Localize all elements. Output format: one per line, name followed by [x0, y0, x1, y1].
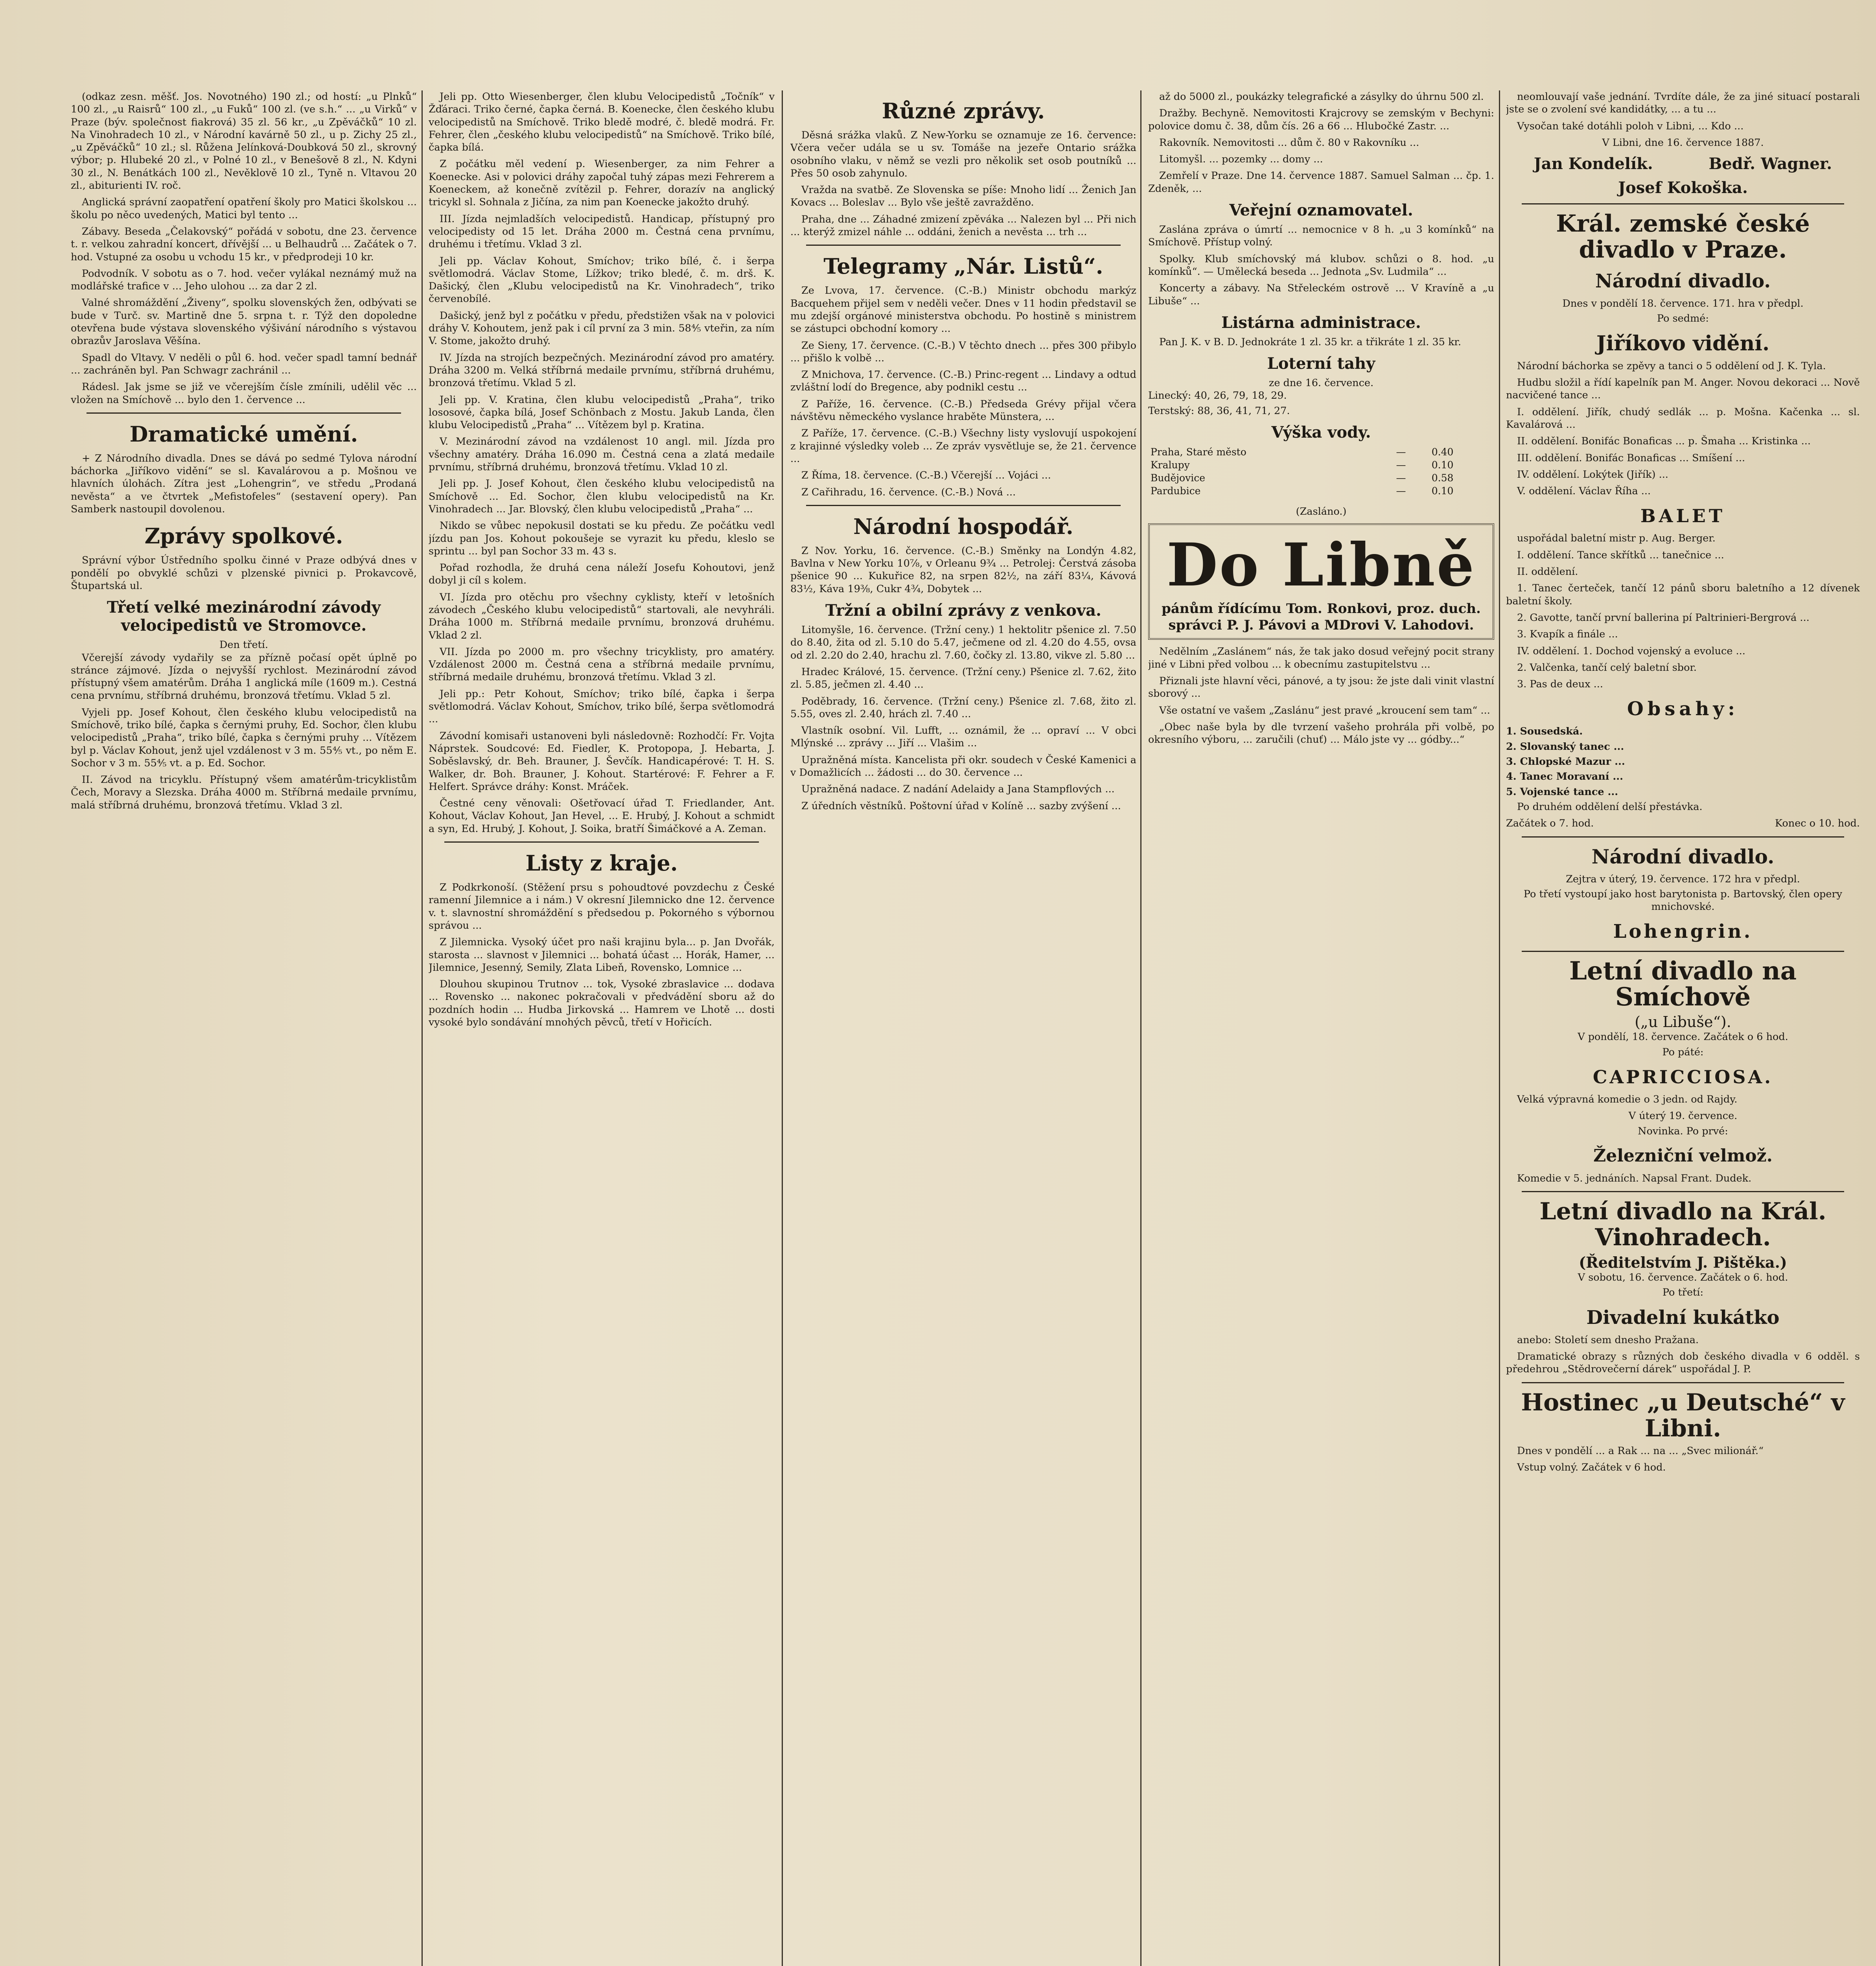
water-level-cell: 0.10 — [1431, 459, 1454, 471]
section-heading: Různé zprávy. — [882, 98, 1045, 123]
program-text: Velká výpravná komedie o 3 jedn. od Rajdy. — [1517, 1093, 1738, 1105]
lottery-linz: Linecký: 40, 26, 79, 18, 29. — [1148, 390, 1287, 402]
theater-subheading: („u Libuše“). — [1635, 1013, 1731, 1031]
section-heading: Listy z kraje. — [525, 850, 678, 876]
article-text: Anglická správní zaopatření opatření školy pro Matici školskou ... školu po něco uvedených, Matici byl tento ... — [71, 196, 417, 221]
program-text: I. oddělení. Tance skřítků ... tanečnice ... — [1517, 549, 1724, 561]
article-text: až do 5000 zl., poukázky telegrafické a zásylky do úhrnu 500 zl. — [1159, 91, 1484, 103]
water-level-cell: — — [1396, 472, 1406, 484]
article-text: Z Mnichova, 17. července. (C.-B.) Princ-regent ... Lindavy a odtud zvláštní lodí do Bregence, aby podnikl cestu ... — [790, 369, 1136, 394]
article-heading: Listárna administrace. — [1221, 313, 1421, 332]
section-heading: Telegramy „Nár. Listů“. — [823, 254, 1103, 279]
article-text: III. Jízda nejmladších velocipedistů. Handicap, přístupný pro velocipedisty od 15 let. Dráha 2000 m. Čestná cena prvnímu, druhému i třetímu. Vklad 3 zl. — [429, 213, 775, 250]
program-text: Dnes v pondělí ... a Rak ... na ... „Svec milionář.“ — [1517, 1445, 1764, 1457]
section-heading: Dramatické umění. — [129, 421, 358, 447]
theater-subheading: (Ředitelstvím J. Pištěka.) — [1579, 1254, 1787, 1272]
article-text: Z počátku měl vedení p. Wiesenberger, za nim Fehrer a Koenecke. Asi v polovici dráhy započal tuhý zápas mezi Fehrerem a Koeneckem, až konečně zvítězil p. Fehrer, dorazív na anglický tricykl sl. Sohnala z Jičína, za nim pan Koenecke jakožto druhý. — [429, 158, 775, 208]
article-text: Litomyšl. ... pozemky ... domy ... — [1159, 153, 1323, 166]
article-text: Dašický, jenž byl z počátku v předu, předstižen však na v polovici dráhy V. Kohoutem, jenž pak i cíl první za 3 min. 58⅘ vteřin, za ním V. Stome, jakožto druhý. — [429, 309, 775, 347]
theater-subheading: Národní divadlo. — [1591, 845, 1775, 868]
article-text: Zaslána zpráva o úmrtí ... nemocnice v 8 h. „u 3 komínků“ na Smíchově. Přístup volný. — [1148, 224, 1494, 249]
contents-list — [1506, 725, 1860, 798]
program-text: II. oddělení. — [1517, 566, 1578, 578]
article-text: Vražda na svatbě. Ze Slovenska se píše: Mnoho lidí ... Ženich Jan Kovacs ... Boleslav ... Bylo vše ještě zavražděno. — [790, 184, 1136, 209]
divider — [806, 505, 1121, 506]
article-text: Děsná srážka vlaků. Z New-Yorku se oznamuje ze 16. července: Včera večer udála se u sv. Tomáše na jezeře Ontario srážka osobního vlaku, v němž se vezli pro několik set osob poutníků ... Přes 50 osob zahynulo. — [790, 129, 1136, 179]
article-text: Litomyšle, 16. července. (Tržní ceny.) 1 hektolitr pšenice zl. 7.50 do 8.40, žita od zl. 5.10 do 5.47, ječmene od zl. 4.20 do 4.55, ovsa od zl. 2.20 do 2.40, hrachu zl. 7.60, čočky zl. 13.80, vikve zl. 5.80 ... — [790, 624, 1136, 661]
article-text: „Obec naše byla by dle tvrzení vašeho prohrála při volbě, po okresního výboru, ... zaručili (chuť) ... Málo jste vy ... gódby...“ — [1148, 721, 1494, 746]
article-text: Vysočan také dotáhli poloh v Libni, ... Kdo ... — [1517, 120, 1744, 132]
divider — [1522, 1191, 1844, 1192]
article-text: VII. Jízda po 2000 m. pro všechny tricyklisty, pro amatéry. Vzdálenost 2000 m. Čestná cena a stříbrná medaile prvnímu, stříbrná medaile druhému, bronzová třetímu. Vklad 3 zl. — [429, 646, 775, 683]
program-text: Dramatické obrazy s různých dob českého divadla v 6 odděl. s předehrou „Stědrovečerní dárek“ uspořádal J. P. — [1506, 1351, 1860, 1375]
program-line: Po sedmé: — [1657, 313, 1709, 325]
theater-heading: Letní divadlo na Smíchově — [1569, 956, 1797, 1012]
article-text: Správní výbor Ústředního spolku činné v Praze odbývá dnes v pondělí po obvyklé schůzi v plzenské pivnici p. Prokavcově, Štupartská ul. — [71, 554, 417, 592]
contents-item: 2. Slovanský tanec ... — [1506, 740, 1624, 753]
article-text: Jeli pp.: Petr Kohout, Smíchov; triko bílé, čapka i šerpa světlomodrá. Václav Kohout, Smíchov, triko bílé, šerpa světlomodrá ... — [429, 688, 775, 725]
article-text: Z Nov. Yorku, 16. července. (C.-B.) Směnky na Londýn 4.82, Bavlna v New Yorku 10⅞, v Orleanu 9¾ ... Petrolej: Čerstvá zásoba pšenice 90 ... Kukuřice 82, na srpen 82½, na září 83¼, Kávová 83½, Káva 19⅜, Cukr 4¾, Dobytek ... — [790, 545, 1136, 595]
program-line: Novinka. Po prvé: — [1638, 1125, 1728, 1137]
program-text: Komedie v 5. jednáních. Napsal Frant. Dudek. — [1517, 1172, 1752, 1184]
water-level-table — [1148, 445, 1494, 497]
program-text: 1. Tanec čerteček, tančí 12 pánů sboru baletního a 12 dívenek baletní školy. — [1506, 582, 1860, 607]
water-level-cell: Budějovice — [1151, 472, 1205, 484]
article-text: Vyjeli pp. Josef Kohout, člen českého klubu velocipedistů na Smíchově, triko bílé, čapka s černými pruhy, Ed. Sochor, člen klubu velocipedistů „Praha“, triko bílé, čapka s černými pruhy ... Vítězem byl p. Václav Kohout, jenž ujel vzdálenost v 3 m. 55⅘ vt., po něm E. Sochor v 3 m. 55⅘ vt. a p. Ed. Sochor. — [71, 706, 417, 769]
program-text: Vstup volný. Začátek v 6 hod. — [1517, 1461, 1666, 1473]
program-text: 3. Kvapík a finále ... — [1517, 628, 1618, 641]
program-line: Zejtra v úterý, 19. července. 172 hra v předpl. — [1566, 873, 1800, 885]
article-text: V. Mezinárodní závod na vzdálenost 10 angl. mil. Jízda pro všechny amatéry. Dráha 16.090 m. Čestná cena a zlatá medaile prvnímu, stříbrná druhému, bronzová třetímu. Vklad 10 zl. — [429, 436, 775, 473]
program-text: uspořádal baletní mistr p. Aug. Berger. — [1517, 532, 1716, 545]
article-text: (odkaz zesn. měšť. Jos. Novotného) 190 zl.; od hostí: „u Plnků“ 100 zl., „u Raisrů“ 100 zl., „u Fuků“ 100 zl. (ve s.h.“ ... „u Virků“ v Praze (býv. společnost fiakrová) 35 zl. 56 kr., „u Zpěváčků“ 10 zl. Na Vinohradech 10 zl., v Národní kavárně 50 zl., u p. Zichy 25 zl., „u Zpěváčků“ 10 zl.; sl. Růžena Jelínková-Doubková 50 zl., skrovný výbor; p. Hlubeké 20 zl., v Polné 10 zl., v Benešově 8 zl., N. Kdyni 30 zl., N. Benátkách 100 zl., Nevěklově 10 zl., Tyně n. Vltavou 20 zl., abiturienti IV. roč. — [71, 91, 417, 192]
water-level-cell: — — [1396, 485, 1406, 497]
article-text: Jeli pp. V. Kratina, člen klubu velocipedistů „Praha“, triko lososové, čapka bílá, Josef Schönbach z Mostu. Jakub Landa, člen klubu Velocipedistů „Praha“ ... Vítězem byl p. Kratina. — [429, 394, 775, 431]
signature: Jan Kondelík. — [1534, 155, 1653, 173]
sent-in-label: (Zasláno.) — [1296, 506, 1347, 518]
theater-heading: Král. zemské české divadlo v Praze. — [1556, 210, 1810, 264]
article-text: Jeli pp. J. Josef Kohout, člen českého klubu velocipedistů na Smíchově ... Ed. Sochor, člen klubu velocipedistů na Kr. Vinohradech ... Jar. Blovský, člen klubu velocipedistů „Praha“ ... — [429, 478, 775, 515]
program-text: I. oddělení. Jiřík, chudý sedlák ... p. Mošna. Kačenka ... sl. Kavalárová ... — [1506, 406, 1860, 431]
signature: Josef Kokoška. — [1618, 179, 1748, 197]
article-text: Spadl do Vltavy. V neděli o půl 6. hod. večer spadl tamní bednář ... zachráněn byl. Pan Schwagr zachránil ... — [71, 352, 417, 376]
article-text: + Z Národního divadla. Dnes se dává po sedmé Tylova národní báchorka „Jiříkovo vidění“ se sl. Kavalárovou a p. Mošnou ve hlavních úlohách. Zítra jest „Lohengrin“, ve středu „Prodaná nevěsta“ a ve čtvrtek „Mefistofeles“ (sestavení opery). Pan Samberk nastoupil dovolenou. — [71, 452, 417, 515]
program-line: V úterý 19. července. — [1628, 1110, 1738, 1122]
column-3 — [790, 90, 1136, 1966]
program-line: V sobotu, 16. července. Začátek o 6. hod. — [1578, 1272, 1788, 1284]
program-text: Po druhém oddělení delší přestávka. — [1517, 801, 1703, 813]
program-text: 3. Pas de deux ... — [1517, 678, 1604, 690]
article-text: Nedělním „Zaslánem“ nás, že tak jako dosud veřejný pocit strany jiné v Libni před volbou ... k obecnímu zastupitelstvu ... — [1148, 646, 1494, 670]
water-level-row — [1148, 458, 1494, 471]
theater-heading: Hostinec „u Deutsché“ v Libni. — [1521, 1388, 1845, 1442]
start-end-line — [1506, 817, 1860, 830]
article-text: Poděbrady, 16. července. (Tržní ceny.) Pšenice zl. 7.68, žito zl. 5.55, oves zl. 2.40, hrách zl. 7.40 ... — [790, 695, 1136, 720]
lottery-date: ze dne 16. července. — [1268, 377, 1374, 389]
article-text: IV. Jízda na strojích bezpečných. Mezinárodní závod pro amatéry. Dráha 3200 m. Velká stříbrná medaile prvnímu, stříbrná druhému, bronzová třetímu. Vklad 5 zl. — [429, 352, 775, 389]
article-text: Z Paříže, 16. července. (C.-B.) Předseda Grévy přijal včera návštěvu německého vyslance hraběte Münstera, ... — [790, 398, 1136, 423]
start-time: Začátek o 7. hod. — [1506, 817, 1594, 830]
column-rule — [1499, 90, 1500, 1966]
water-level-row — [1148, 445, 1494, 458]
article-text: II. Závod na tricyklu. Přístupný všem amatérům-tricyklistům Čech, Moravy a Slezska. Dráha 4000 m. Stříbrná medaile prvnímu, malá stříbrná druhému, bronzová třetímu. Vklad 3 zl. — [71, 774, 417, 811]
signature: Bedř. Wagner. — [1708, 155, 1832, 173]
column-4 — [1148, 90, 1494, 1966]
article-subheading: Den třetí. — [219, 639, 269, 651]
water-level-row — [1148, 471, 1494, 484]
article-text: Ze Lvova, 17. července. (C.-B.) Ministr obchodu markýz Bacquehem přijel sem v neděli večer. Dnes v 11 hodin představil se mu zdejší orgánové ministerstva obchodu. Po hostině s ministrem se zástupci obchodní komory ... — [790, 285, 1136, 335]
divider — [87, 412, 401, 414]
article-heading: Výška vody. — [1271, 423, 1371, 442]
water-level-cell: — — [1396, 459, 1406, 471]
water-level-cell: — — [1396, 446, 1406, 458]
program-line: Po třetí: — [1662, 1287, 1704, 1299]
play-title: Jiříkovo vidění. — [1596, 331, 1770, 355]
end-time: Konec o 10. hod. — [1775, 817, 1860, 830]
program-line: Dnes v pondělí 18. července. 171. hra v předpl. — [1562, 298, 1804, 310]
column-5 — [1506, 90, 1860, 1966]
program-text: IV. oddělení. Lokýtek (Jiřík) ... — [1517, 468, 1668, 480]
contents-item: 4. Tanec Moravaní ... — [1506, 771, 1623, 783]
dateline: V Libni, dne 16. července 1887. — [1602, 136, 1764, 149]
column-1 — [71, 90, 417, 1966]
divider — [444, 841, 759, 843]
program-line: V pondělí, 18. července. Začátek o 6 hod. — [1578, 1031, 1788, 1043]
article-text: Z Paříže, 17. července. (C.-B.) Všechny listy vyslovují uspokojení z krajinné výsledky voleb ... Ze zpráv vysvětluje se, že 21. července ... — [790, 427, 1136, 465]
article-text: Spolky. Klub smíchovský má klubov. schůzi o 8. hod. „u komínků“. — Umělecká beseda ... Jednota „Sv. Ludmila“ ... — [1148, 253, 1494, 278]
article-text: neomlouvají vaše jednání. Tvrdíte dále, že za jiné situací postarali jste se o zvolení své kandidátky, ... a tu ... — [1506, 91, 1860, 116]
article-text: Dlouhou skupinou Trutnov ... tok, Vysoké zbraslavice ... dodava ... Rovensko ... nakonec pokračovali v předvádění sboru až do pozdních hodin ... Hudba Jirkovská ... Hamrem ve Lhotě ... dosti vysoké bylo sondávání mnohých pěvců, třetí v Hořicích. — [429, 978, 775, 1028]
article-text: Upražněná nadace. Z nadání Adelaidy a Jana Stampflových ... — [801, 783, 1115, 795]
program-text: 2. Gavotte, tančí první ballerina pí Paltrinieri-Bergrová ... — [1517, 611, 1810, 624]
column-rule — [1140, 90, 1141, 1966]
article-text: Jeli pp. Otto Wiesenberger, člen klubu Velocipedistů „Točník“ v Žďáraci. Triko černé, čapka černá. B. Koenecke, člen českého klubu velocipedistů na Smíchově. Triko bledě modré, č. bledě modrá. Fr. Fehrer, člen „českého klubu velocipedistů“ na Smíchově. Triko bílé, čapka bílá. — [429, 91, 775, 154]
program-text: 2. Valčenka, tančí celý baletní sbor. — [1517, 661, 1697, 674]
play-title: Divadelní kukátko — [1586, 1306, 1780, 1329]
ballet-heading: BALET — [1640, 505, 1726, 527]
article-heading: Tržní a obilní zprávy z venkova. — [825, 601, 1101, 620]
program-text: III. oddělení. Bonifác Bonaficas ... Smíšení ... — [1517, 452, 1745, 464]
program-text: V. oddělení. Václav Říha ... — [1517, 485, 1651, 497]
theater-heading: Letní divadlo na Král. Vinohradech. — [1539, 1198, 1826, 1252]
article-text: VI. Jízda pro otěchu pro všechny cyklisty, kteří v letošních závodech „Českého klubu velocipedistů“ startovali, ale nevyhráli. Dráha 1000 m. Stříbrná medaile prvnímu, bronzová druhému. Vklad 2 zl. — [429, 591, 775, 641]
ad-subheadline: pánům řídícímu Tom. Ronkovi, proz. duch. správci P. J. Pávovi a MDrovi V. Lahodovi. — [1162, 601, 1481, 633]
article-text: Z úředních věstníků. Poštovní úřad v Kolíně ... sazby zvýšení ... — [801, 800, 1121, 812]
water-level-cell: 0.10 — [1431, 485, 1454, 497]
contents-item: 1. Sousedská. — [1506, 725, 1583, 738]
article-text: Z Říma, 18. července. (C.-B.) Včerejší ... Vojáci ... — [801, 469, 1051, 482]
article-text: Jeli pp. Václav Kohout, Smíchov; triko bílé, č. i šerpa světlomodrá. Václav Stome, Lížkov; triko bledé, č. m. drš. K. Dašický, člen „Klubu velocipedistů na Kr. Vinohradech“, triko červenobílé. — [429, 255, 775, 305]
divider — [1522, 836, 1844, 838]
article-text: Pan J. K. v B. D. Jednokráte 1 zl. 35 kr. a třikráte 1 zl. 35 kr. — [1159, 336, 1461, 348]
article-text: Valné shromáždění „Živeny“, spolku slovenských žen, odbývati se bude v Turč. sv. Martině dne 5. srpna t. r. Týž den dopoledne otevřena bude výstava slovenského výšivání národního s výstavou obrazův Jaroslava Věšína. — [71, 297, 417, 347]
article-text: Rakovník. Nemovitosti ... dům č. 80 v Rakovníku ... — [1159, 136, 1419, 149]
article-text: Z Jilemnicka. Vysoký účet pro naši krajinu byla... p. Jan Dvořák, starosta ... slavnost v Jilemnici ... bohatá účast ... Horák, Hamer, ... Jilemnice, Jesenný, Semily, Zlata Libeň, Rovensko, Lomnice ... — [429, 936, 775, 974]
water-level-cell: Praha, Staré město — [1151, 446, 1246, 458]
lottery-trieste: Terstský: 88, 36, 41, 71, 27. — [1148, 405, 1290, 417]
article-text: Upražněná místa. Kancelista při okr. soudech v České Kamenici a v Domažlicích ... žádosti ... do 30. července ... — [790, 754, 1136, 779]
column-rule — [782, 90, 783, 1966]
article-text: Z Podkrkonoší. (Stěžení prsu s pohoudtové povzdechu z České ramenní Jilemnice a i nám.) V okresní Jilemnicko dne 12. července v. t. slavnostní shromáždění s předsedou p. Pokorného s výbornou správou ... — [429, 882, 775, 931]
article-heading: Veřejní oznamovatel. — [1229, 201, 1413, 220]
program-line: Po třetí vystoupí jako host barytonista p. Bartovský, člen opery mnichovské. — [1523, 888, 1843, 913]
article-text: Praha, dne ... Záhadné zmizení zpěváka ... Nalezen byl ... Při nich ... kterýž zmizel náhle ... oddáni, ženich a nevěsta ... trh ... — [790, 213, 1136, 238]
column-rule — [422, 90, 423, 1966]
divider — [806, 245, 1121, 246]
water-level-row — [1148, 484, 1494, 497]
water-level-cell: Pardubice — [1151, 485, 1201, 497]
program-text: Hudbu složil a řídí kapelník pan M. Anger. Novou dekoraci ... Nově nacvičené tance ... — [1506, 377, 1860, 401]
article-text: Z Cařihradu, 16. července. (C.-B.) Nová ... — [801, 486, 1016, 498]
divider — [1522, 951, 1844, 952]
article-text: Zábavy. Beseda „Čelakovský“ pořádá v sobotu, dne 23. července t. r. velkou zahradní koncert, dřívější ... u Belhaudrů ... Začátek o 7. hod. Vstupné za osobu u vchodu 15 kr., v předprodeji 10 kr. — [71, 225, 417, 263]
theater-subheading: Národní divadlo. — [1595, 270, 1771, 293]
section-heading: Zprávy spolkové. — [144, 523, 343, 549]
article-text: Podvodník. V sobotu as o 7. hod. večer vylákal neznámý muž na modlářské trafice v ... Jeho ulohou ... za dar 2 zl. — [71, 267, 417, 293]
program-text: II. oddělení. Bonifác Bonaficas ... p. Šmaha ... Kristinka ... — [1517, 435, 1811, 447]
article-text: Zemřelí v Praze. Dne 14. července 1887. Samuel Salman ... čp. 1. Zdeněk, ... — [1148, 170, 1494, 195]
article-text: Pořad rozhodla, že druhá cena náleží Josefu Kohoutovi, jenž dobyl ji cíl s kolem. — [429, 562, 775, 587]
contents-item: 3. Chlopské Mazur ... — [1506, 756, 1625, 768]
program-text: Národní báchorka se zpěvy a tanci o 5 oddělení od J. K. Tyla. — [1517, 360, 1826, 372]
water-level-cell: 0.40 — [1431, 446, 1454, 458]
article-text: Rádesl. Jak jsme se již ve včerejším čísle zmínili, udělil věc ... vložen na Smíchově ... bylo den 1. července ... — [71, 381, 417, 406]
advertisement — [1148, 523, 1494, 640]
article-text: Ze Sieny, 17. července. (C.-B.) V těchto dnech ... přes 300 přibylo ... přišlo k volbě ... — [790, 339, 1136, 364]
article-text: Včerejší závody vydařily se za přízně počasí opět úplně po stránce zájmové. Jízda o nejvyšší rychlost. Mezinárodní závod přístupný všem amatérům. Dráha 1 anglická míle (1609 m.). Cestná cena prvnímu, stříbrná druhému, bronzová třetímu. Vklad 5 zl. — [71, 652, 417, 702]
article-text: Dražby. Bechyně. Nemovitosti Krajcrovy se zemským v Bechyni: polovice domu č. 38, dům čís. 26 a 66 ... Hlubočké Zastr. ... — [1148, 107, 1494, 132]
article-heading: Loterní tahy — [1267, 354, 1375, 373]
section-heading: Národní hospodář. — [853, 514, 1073, 539]
contents-item: 5. Vojenské tance ... — [1506, 786, 1618, 798]
water-level-cell: Kralupy — [1151, 459, 1190, 471]
article-text: Vše ostatní ve vašem „Zaslánu“ jest pravé „kroucení sem tam“ ... — [1159, 704, 1490, 716]
play-title: Lohengrin. — [1613, 920, 1753, 943]
article-text: Nikdo se vůbec nepokusil dostati se ku předu. Ze počátku vedl jízdu pan Jos. Kohout pokoušeje se vyrazit ku předu, kleslo se sprintu ... byl pan Sochor 33 m. 43 s. — [429, 520, 775, 557]
divider — [1522, 1382, 1844, 1383]
water-level-cell: 0.58 — [1431, 472, 1454, 484]
signatures — [1506, 155, 1860, 173]
program-text: anebo: Století sem dnesho Pražana. — [1517, 1334, 1699, 1346]
play-title: Železniční velmož. — [1593, 1145, 1773, 1166]
program-line: Po páté: — [1662, 1046, 1704, 1058]
ad-headline: Do Libně — [1166, 530, 1476, 600]
contents-heading: Obsahy: — [1627, 698, 1739, 720]
article-text: Čestné ceny věnovali: Ošetřovací úřad T. Friedlander, Ant. Kohout, Václav Kohout, Jan Hevel, ... E. Hrubý, J. Kohout a schmidt a syn, Ed. Hrubý, J. Kohout, J. Soika, bratří Šimáčkové a A. Zeman. — [429, 797, 775, 835]
article-text: Hradec Králové, 15. července. (Tržní ceny.) Pšenice zl. 7.62, žito zl. 5.85, ječmen zl. 4.40 ... — [790, 666, 1136, 691]
article-text: Koncerty a zábavy. Na Střeleckém ostrově ... V Kravíně a „u Libuše“ ... — [1148, 282, 1494, 307]
article-heading: Třetí velké mezinárodní závody velocipedistů ve Stromovce. — [107, 598, 381, 635]
divider — [1522, 203, 1844, 204]
article-text: Přiznali jste hlavní věci, pánové, a ty jsou: že jste dali vinit vlastní sborový ... — [1148, 675, 1494, 700]
article-text: Vlastník osobní. Vil. Lufft, ... oznámil, že ... opraví ... V obci Mlýnské ... zprávy ... Jiří ... Vlašim ... — [790, 725, 1136, 749]
column-2 — [429, 90, 775, 1966]
play-title: CAPRICCIOSA. — [1592, 1066, 1773, 1088]
program-text: IV. oddělení. 1. Dochod vojenský a evoluce ... — [1517, 645, 1745, 657]
article-text: Závodní komisaři ustanoveni byli následovně: Rozhodčí: Fr. Vojta Náprstek. Soudcové: Ed. Fiedler, K. Protopopa, J. Hebarta, J. Soběslavský, dr. Beh. Brauner, J. Ševčík. Handicapérové: T. H. S. Walker, dr. Boh. Brauner, J. Kohout. Startérové: F. Fehrer a F. Helfert. Správce dráhy: Konst. Mráček. — [429, 730, 775, 793]
